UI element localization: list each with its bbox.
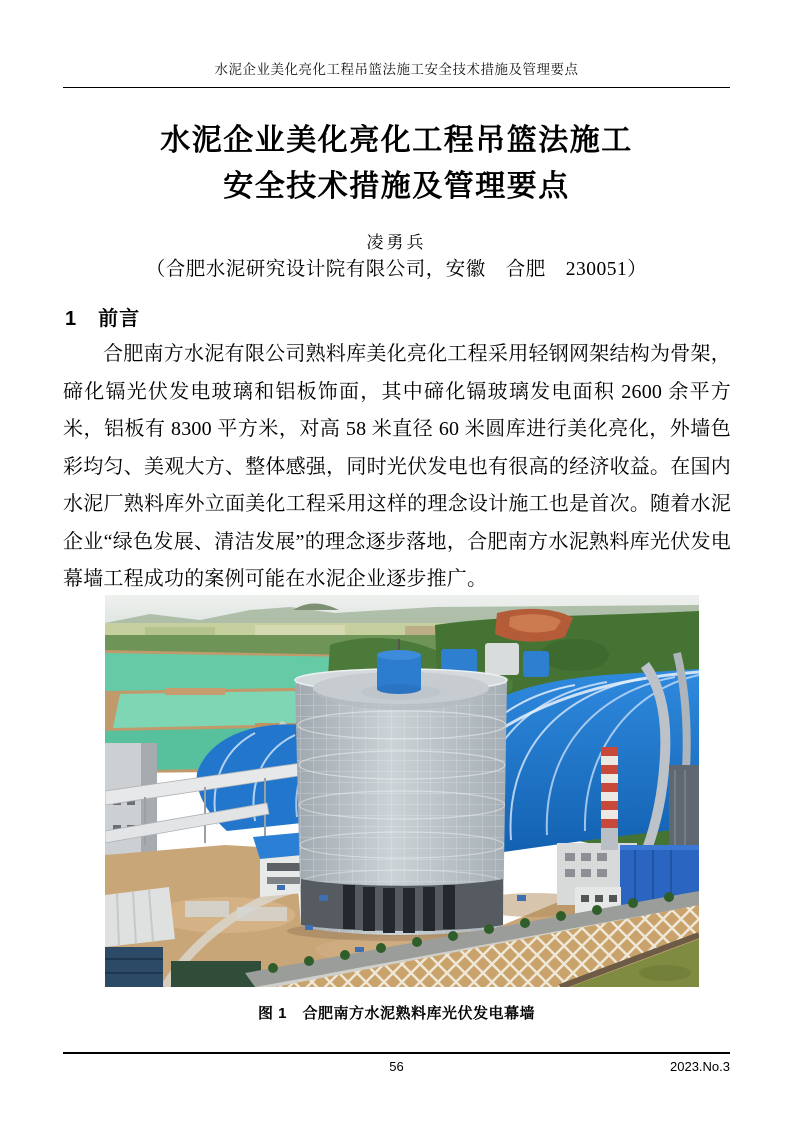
author-name: 凌勇兵 (366, 233, 427, 252)
page-number: 56 (389, 1059, 404, 1074)
running-title: 水泥企业美化亮化工程吊篮法施工安全技术措施及管理要点 (214, 62, 579, 77)
section-heading: 1 前言 (65, 308, 141, 330)
photo-striped-stack (601, 747, 618, 850)
body-paragraph: 合肥南方水泥有限公司熟料库美化亮化工程采用轻钢网架结构为骨架，碲化镉光伏发电玻璃和铝板饰面，其中碲化镉玻璃发电面积 2600 余平方米，铝板有 8300 平方米，对高 58 米直径 60 米圆库进行美化亮化，外墙色彩均匀、美观大方、整体感强，同时光伏发电也有很高的经济收益。在国内水泥厂熟料库外立面美化工程采用这样的理念设计施工也是首次。随着水泥企业“绿色发展、清洁发展”的理念逐步落地，合肥南方水泥熟料库光伏发电幕墙工程成功的案例可能在水泥企业逐步推广。 (63, 343, 731, 590)
footer-rule (63, 1052, 730, 1054)
article-title-line-2: 安全技术措施及管理要点 (223, 170, 570, 203)
header-rule (63, 87, 730, 88)
article-title-line-1: 水泥企业美化亮化工程吊篮法施工 (160, 124, 633, 157)
figure-1 (105, 595, 699, 987)
affiliation: （合肥水泥研究设计院有限公司，安徽 合肥 230051） (145, 259, 648, 280)
issue-label: 2023.No.3 (670, 1059, 730, 1074)
article-title (43, 118, 750, 210)
figure-image-aerial-photo (105, 595, 699, 987)
figure-caption: 图 1 合肥南方水泥熟料库光伏发电幕墙 (257, 1005, 535, 1022)
